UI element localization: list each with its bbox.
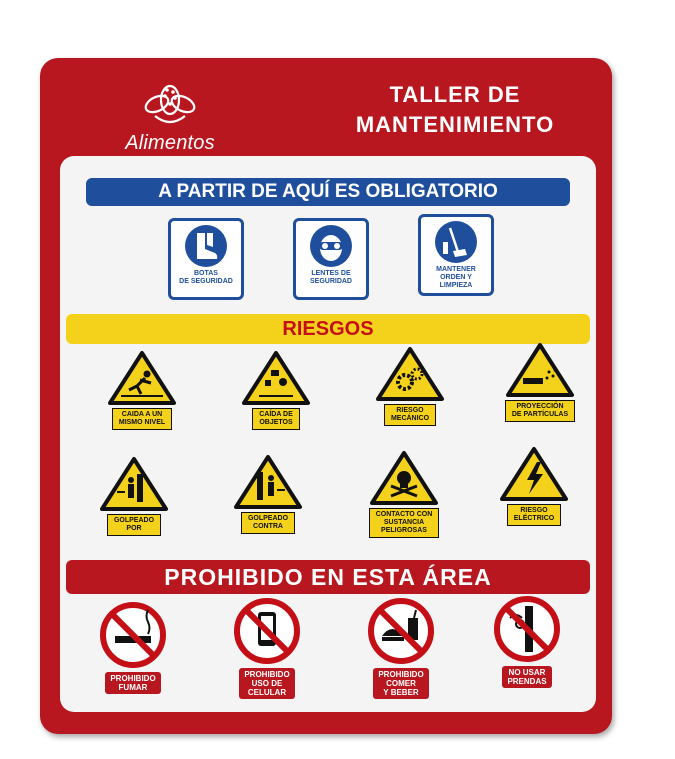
label-line: NO USAR xyxy=(508,668,546,677)
label-line: RIESGO xyxy=(396,407,424,414)
mandatory-sign-boots xyxy=(168,218,244,300)
content-panel xyxy=(60,156,596,712)
prohibition-label xyxy=(105,672,160,694)
hazard-sign-hazardous-substances xyxy=(344,450,464,542)
mandatory-label xyxy=(171,270,241,286)
hazard-sign-mechanical xyxy=(350,346,470,438)
hazard-sign-falling-objects xyxy=(216,350,336,442)
struck-by-icon xyxy=(99,456,169,512)
struck-against-icon xyxy=(233,454,303,510)
risks-heading: RIESGOS xyxy=(66,314,590,344)
label-line: SEGURIDAD xyxy=(309,278,352,285)
gears-icon xyxy=(375,346,445,402)
label-line: LIMPIEZA xyxy=(439,282,473,289)
prohibition-sign-food-drink xyxy=(346,596,456,720)
label-line: OBJETOS xyxy=(259,419,293,426)
flower-logo-icon xyxy=(135,82,205,130)
safety-sign xyxy=(40,58,612,734)
hazard-label xyxy=(369,508,440,538)
label-line: DE PARTÍCULAS xyxy=(511,411,569,418)
broom-cleaning-icon xyxy=(434,220,478,264)
hazard-label xyxy=(384,404,436,426)
no-phone-icon xyxy=(232,596,302,666)
hazard-label xyxy=(241,512,295,534)
safety-goggles-icon xyxy=(309,224,353,268)
label-line: LENTES DE xyxy=(311,270,351,277)
hazard-sign-struck-against xyxy=(208,454,328,546)
label-line: GOLPEADO xyxy=(113,517,155,524)
skull-crossbones-icon xyxy=(369,450,439,506)
label-line: PROHIBIDO xyxy=(378,670,424,679)
mandatory-sign-goggles xyxy=(293,218,369,300)
hazard-label xyxy=(107,514,161,536)
hazard-label xyxy=(252,408,300,430)
no-jewelry-icon xyxy=(492,594,562,664)
prohibition-label xyxy=(239,668,294,699)
label-line: ORDEN Y xyxy=(440,274,472,281)
prohibition-sign-jewelry xyxy=(472,594,582,718)
safety-boots-icon xyxy=(184,224,228,268)
label-line: ELÉCTRICO xyxy=(513,515,555,522)
label-line: CONTRA xyxy=(253,523,283,530)
prohibition-label xyxy=(502,666,551,688)
label-line: SUSTANCIA xyxy=(383,519,425,526)
label-line: PROYECCIÓN xyxy=(516,403,564,410)
hazard-sign-electrical xyxy=(474,446,594,538)
hazard-label xyxy=(112,408,172,430)
label-line: MECÁNICO xyxy=(390,415,430,422)
hazard-sign-struck-by xyxy=(74,456,194,548)
electric-bolt-icon xyxy=(499,446,569,502)
title-line-1: TALLER DE xyxy=(389,82,521,107)
label-line: USO DE xyxy=(251,679,283,688)
hazard-sign-slip xyxy=(82,350,202,442)
label-line: MISMO NIVEL xyxy=(118,419,166,426)
no-food-drink-icon xyxy=(366,596,436,666)
mandatory-label xyxy=(421,266,491,290)
hazard-label xyxy=(507,504,561,526)
label-line: PROHIBIDO xyxy=(110,674,156,683)
falling-person-icon xyxy=(107,350,177,406)
brand-name: Alimentos xyxy=(125,132,215,154)
hazard-sign-particles xyxy=(480,342,600,434)
label-line: RIESGO xyxy=(520,507,548,514)
mandatory-sign-cleaning xyxy=(418,214,494,296)
label-line: CAÍDA DE xyxy=(259,411,293,418)
label-line: BOTAS xyxy=(194,270,218,277)
mandatory-heading: A PARTIR DE AQUÍ ES OBLIGATORIO xyxy=(86,178,570,206)
prohibited-heading: PROHIBIDO EN ESTA ÁREA xyxy=(66,560,590,594)
particles-icon xyxy=(505,342,575,398)
page-title xyxy=(310,80,600,140)
label-line: CONTACTO CON xyxy=(375,511,433,518)
label-line: COMER xyxy=(386,679,416,688)
no-smoking-icon xyxy=(98,600,168,670)
mandatory-label xyxy=(296,270,366,286)
label-line: POR xyxy=(126,525,142,532)
label-line: MANTENER xyxy=(436,266,476,273)
prohibition-sign-phone xyxy=(212,596,322,720)
label-line: PELIGROSAS xyxy=(381,527,427,534)
label-line: Y BEBER xyxy=(383,688,419,697)
hazard-label xyxy=(505,400,575,422)
label-line: GOLPEADO xyxy=(247,515,289,522)
label-line: CELULAR xyxy=(247,688,287,697)
prohibition-sign-smoking xyxy=(78,600,188,724)
falling-objects-icon xyxy=(241,350,311,406)
title-line-2: MANTENIMIENTO xyxy=(355,112,555,137)
label-line: PROHIBIDO xyxy=(244,670,290,679)
label-line: DE SEGURIDAD xyxy=(179,278,233,285)
label-line: FUMAR xyxy=(118,683,148,692)
prohibition-label xyxy=(373,668,428,699)
label-line: CAIDA A UN xyxy=(121,411,163,418)
label-line: PRENDAS xyxy=(507,677,547,686)
